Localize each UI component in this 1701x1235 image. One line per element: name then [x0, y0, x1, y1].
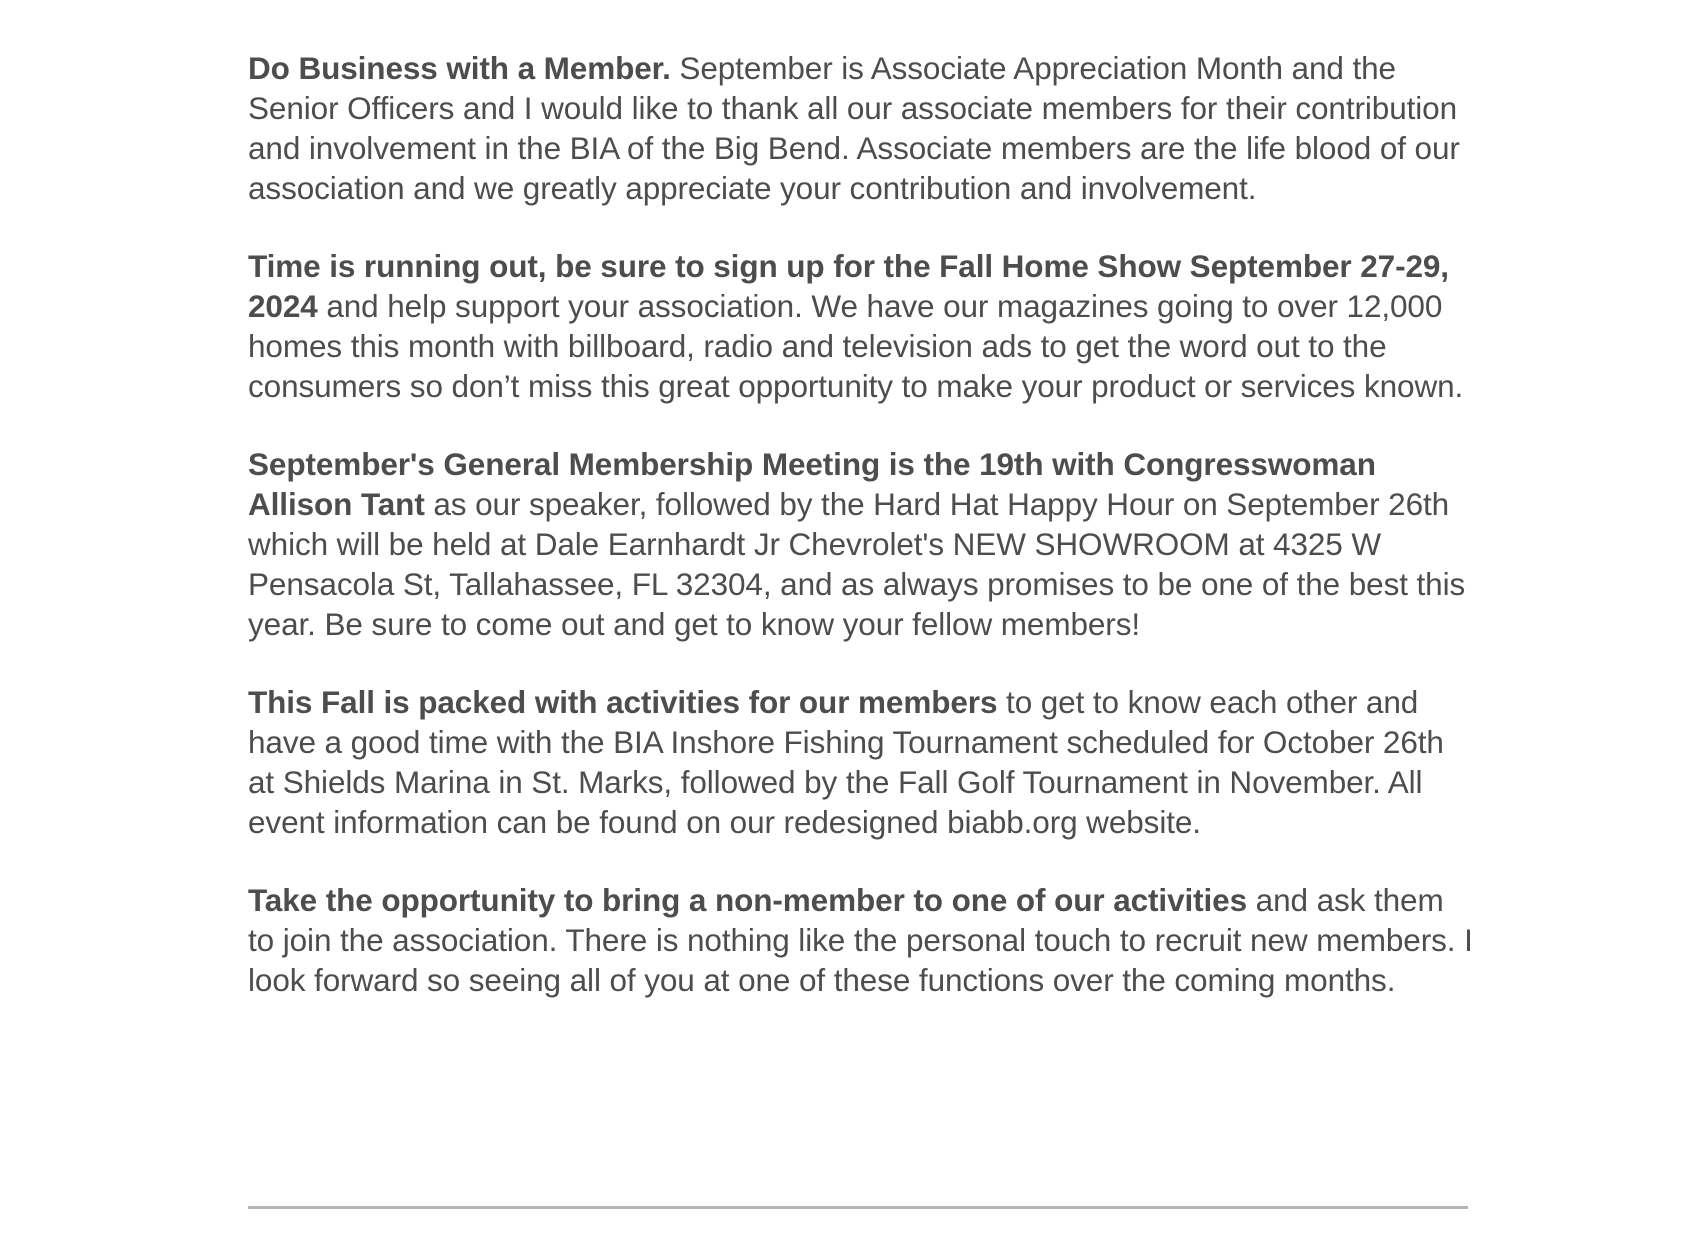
paragraph-text: September is Associate Appreciation Month and the Senior Officers and I would like to thank all our associate members for their contribution and involvement in the BIA of the Big Bend. Associate members are the life blood of our association and we greatly appreciate your contribution and involvement. — [248, 50, 1460, 206]
paragraph-do-business — [248, 48, 1478, 208]
paragraph-text: as our speaker, followed by the Hard Hat Happy Hour on September 26th which will be held at Dale Earnhardt Jr Chevrolet's NEW SHOWROOM at 4325 W Pensacola St, Tallahassee, FL 32304, and as always promises to be one of the best this year. Be sure to come out and get to know your fellow members! — [248, 486, 1466, 642]
paragraph-text: to get to know each other and have a good time with the BIA Inshore Fishing Tournament scheduled for October 26th at Shields Marina in St. Marks, followed by the Fall Golf Tournament in November. All event information can be found on our redesigned biabb.org website. — [248, 684, 1444, 840]
paragraph-lead: Time is running out, be sure to sign up for the Fall Home Show September 27-29, 2024 — [248, 248, 1449, 324]
paragraph-fall-home-show — [248, 246, 1478, 406]
paragraph-text: and ask them to join the association. There is nothing like the personal touch to recruit new members. I look forward so seeing all of you at one of these functions over the coming months. — [248, 882, 1473, 998]
horizontal-divider — [248, 1206, 1468, 1209]
paragraph-bring-non-member — [248, 880, 1478, 1000]
paragraph-membership-meeting — [248, 444, 1478, 644]
paragraph-lead: September's General Membership Meeting is the 19th with Congresswoman Allison Tant — [248, 446, 1376, 522]
letter-body — [248, 48, 1478, 1038]
paragraph-text: and help support your association. We have our magazines going to over 12,000 homes this month with billboard, radio and television ads to get the word out to the consumers so don’t miss this great opportunity to make your product or services known. — [248, 288, 1464, 404]
paragraph-lead: Do Business with a Member. — [248, 50, 671, 86]
paragraph-lead: Take the opportunity to bring a non-member to one of our activities — [248, 882, 1248, 918]
paragraph-fall-activities — [248, 682, 1478, 842]
paragraph-lead: This Fall is packed with activities for our members — [248, 684, 998, 720]
